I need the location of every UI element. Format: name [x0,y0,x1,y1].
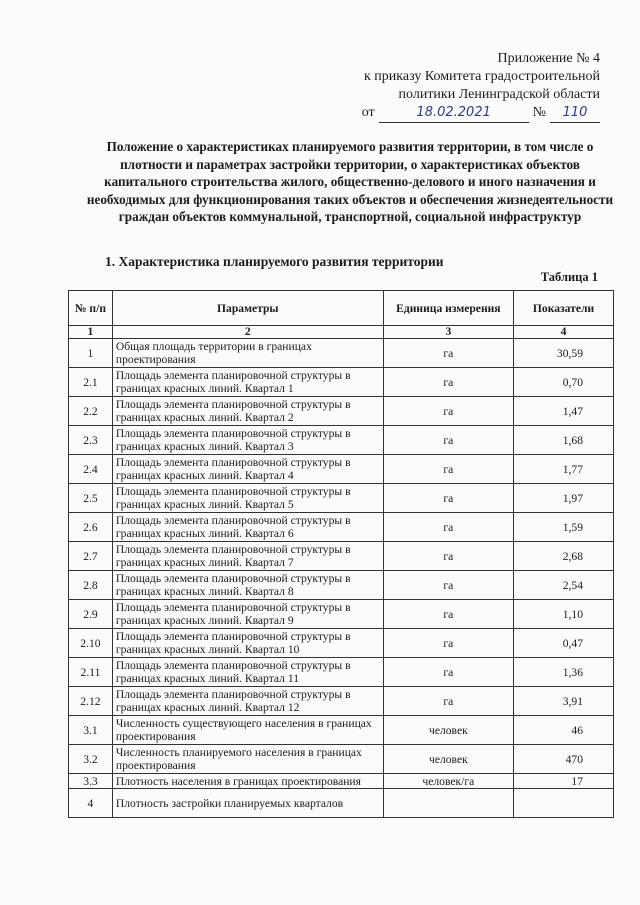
row-number: 3.1 [69,716,113,745]
row-value [514,789,614,818]
handwritten-date: 18.02.2021 [379,104,529,123]
row-parameter: Площадь элемента планировочной структуры в границах красных линий. Квартал 8 [112,571,383,600]
date-prefix: от [361,105,375,120]
row-unit: человек [383,716,513,745]
row-number: 3.2 [69,745,113,774]
header-unit: Единица измерения [383,291,513,326]
appendix-line-1: Приложение № 4 [497,51,600,66]
table-row [69,789,614,818]
row-unit: га [383,426,513,455]
row-value: 1,36 [514,658,614,687]
row-parameter: Численность планируемого населения в границах проектирования [112,745,383,774]
table-row [69,513,614,542]
row-parameter: Площадь элемента планировочной структуры в границах красных линий. Квартал 12 [112,687,383,716]
header-params: Параметры [112,291,383,326]
row-number: 2.6 [69,513,113,542]
row-number: 2.10 [69,629,113,658]
row-unit: га [383,571,513,600]
row-unit: га [383,513,513,542]
row-unit: человек/га [383,774,513,789]
column-number: 1 [69,326,113,339]
table-header-row [69,291,614,326]
table-row [69,600,614,629]
row-parameter: Площадь элемента планировочной структуры в границах красных линий. Квартал 6 [112,513,383,542]
appendix-header [362,50,600,123]
row-value: 0,70 [514,368,614,397]
table-row [69,397,614,426]
row-number: 2.12 [69,687,113,716]
row-number: 2.7 [69,542,113,571]
table-row [69,658,614,687]
row-number: 2.1 [69,368,113,397]
row-unit: га [383,658,513,687]
table-row [69,368,614,397]
row-value: 1,77 [514,455,614,484]
table-row [69,426,614,455]
row-number: 2.8 [69,571,113,600]
row-unit: га [383,339,513,368]
table-row [69,687,614,716]
row-value: 17 [514,774,614,789]
row-value: 1,47 [514,397,614,426]
row-parameter: Плотность застройки планируемых кварталов [112,789,383,818]
handwritten-number: 110 [550,104,600,123]
table-row [69,716,614,745]
table-caption: Таблица 1 [540,270,598,284]
row-number: 2.2 [69,397,113,426]
appendix-line-3: политики Ленинградской области [398,87,600,102]
table-row [69,542,614,571]
row-number: 2.11 [69,658,113,687]
row-value: 1,68 [514,426,614,455]
row-value: 2,68 [514,542,614,571]
row-parameter: Площадь элемента планировочной структуры в границах красных линий. Квартал 1 [112,368,383,397]
row-number: 2.3 [69,426,113,455]
number-prefix: № [532,105,546,120]
table-row [69,339,614,368]
row-number: 4 [69,789,113,818]
row-unit: га [383,542,513,571]
row-unit: га [383,455,513,484]
header-values: Показатели [514,291,614,326]
table-row [69,629,614,658]
row-parameter: Численность существующего населения в границах проектирования [112,716,383,745]
appendix-line-2: к приказу Комитета градостроительной [364,69,600,84]
row-number: 1 [69,339,113,368]
document-title: Положение о характеристиках планируемого развития территории, в том числе о плотности и параметрах застройки территории, о характеристиках объектов капитального строительства жилого, общественно-делового и иного назначения и необходимых для функционирования таких объектов и обеспечения жизнедеятельности граждан объектов коммунальной, транспортной, социальной инфраструктур [86,139,614,224]
row-unit: га [383,600,513,629]
table-row [69,455,614,484]
column-number: 2 [112,326,383,339]
row-unit: га [383,484,513,513]
row-value: 470 [514,745,614,774]
column-number: 4 [514,326,614,339]
row-number: 2.4 [69,455,113,484]
row-value: 30,59 [514,339,614,368]
row-parameter: Площадь элемента планировочной структуры в границах красных линий. Квартал 7 [112,542,383,571]
row-number: 2.9 [69,600,113,629]
row-unit: га [383,629,513,658]
header-num: № п/п [69,291,113,326]
row-value: 2,54 [514,571,614,600]
row-value: 0,47 [514,629,614,658]
characteristics-table [68,290,614,818]
row-parameter: Площадь элемента планировочной структуры в границах красных линий. Квартал 11 [112,658,383,687]
row-unit: га [383,687,513,716]
row-unit: га [383,397,513,426]
column-numbers-row [69,326,614,339]
row-value: 3,91 [514,687,614,716]
row-value: 1,10 [514,600,614,629]
row-parameter: Площадь элемента планировочной структуры в границах красных линий. Квартал 4 [112,455,383,484]
row-value: 1,59 [514,513,614,542]
row-unit [383,789,513,818]
row-number: 3.3 [69,774,113,789]
row-parameter: Площадь элемента планировочной структуры в границах красных линий. Квартал 3 [112,426,383,455]
row-value: 46 [514,716,614,745]
table-row [69,484,614,513]
row-value: 1,97 [514,484,614,513]
row-parameter: Площадь элемента планировочной структуры в границах красных линий. Квартал 9 [112,600,383,629]
date-number-line [362,104,600,123]
row-unit: человек [383,745,513,774]
table-row [69,745,614,774]
row-parameter: Общая площадь территории в границах проектирования [112,339,383,368]
row-number: 2.5 [69,484,113,513]
table-row [69,571,614,600]
row-parameter: Плотность населения в границах проектирования [112,774,383,789]
section-title: 1. Характеристика планируемого развития территории [105,254,444,269]
row-parameter: Площадь элемента планировочной структуры в границах красных линий. Квартал 5 [112,484,383,513]
row-parameter: Площадь элемента планировочной структуры в границах красных линий. Квартал 10 [112,629,383,658]
column-number: 3 [383,326,513,339]
row-unit: га [383,368,513,397]
row-parameter: Площадь элемента планировочной структуры в границах красных линий. Квартал 2 [112,397,383,426]
table-row [69,774,614,789]
